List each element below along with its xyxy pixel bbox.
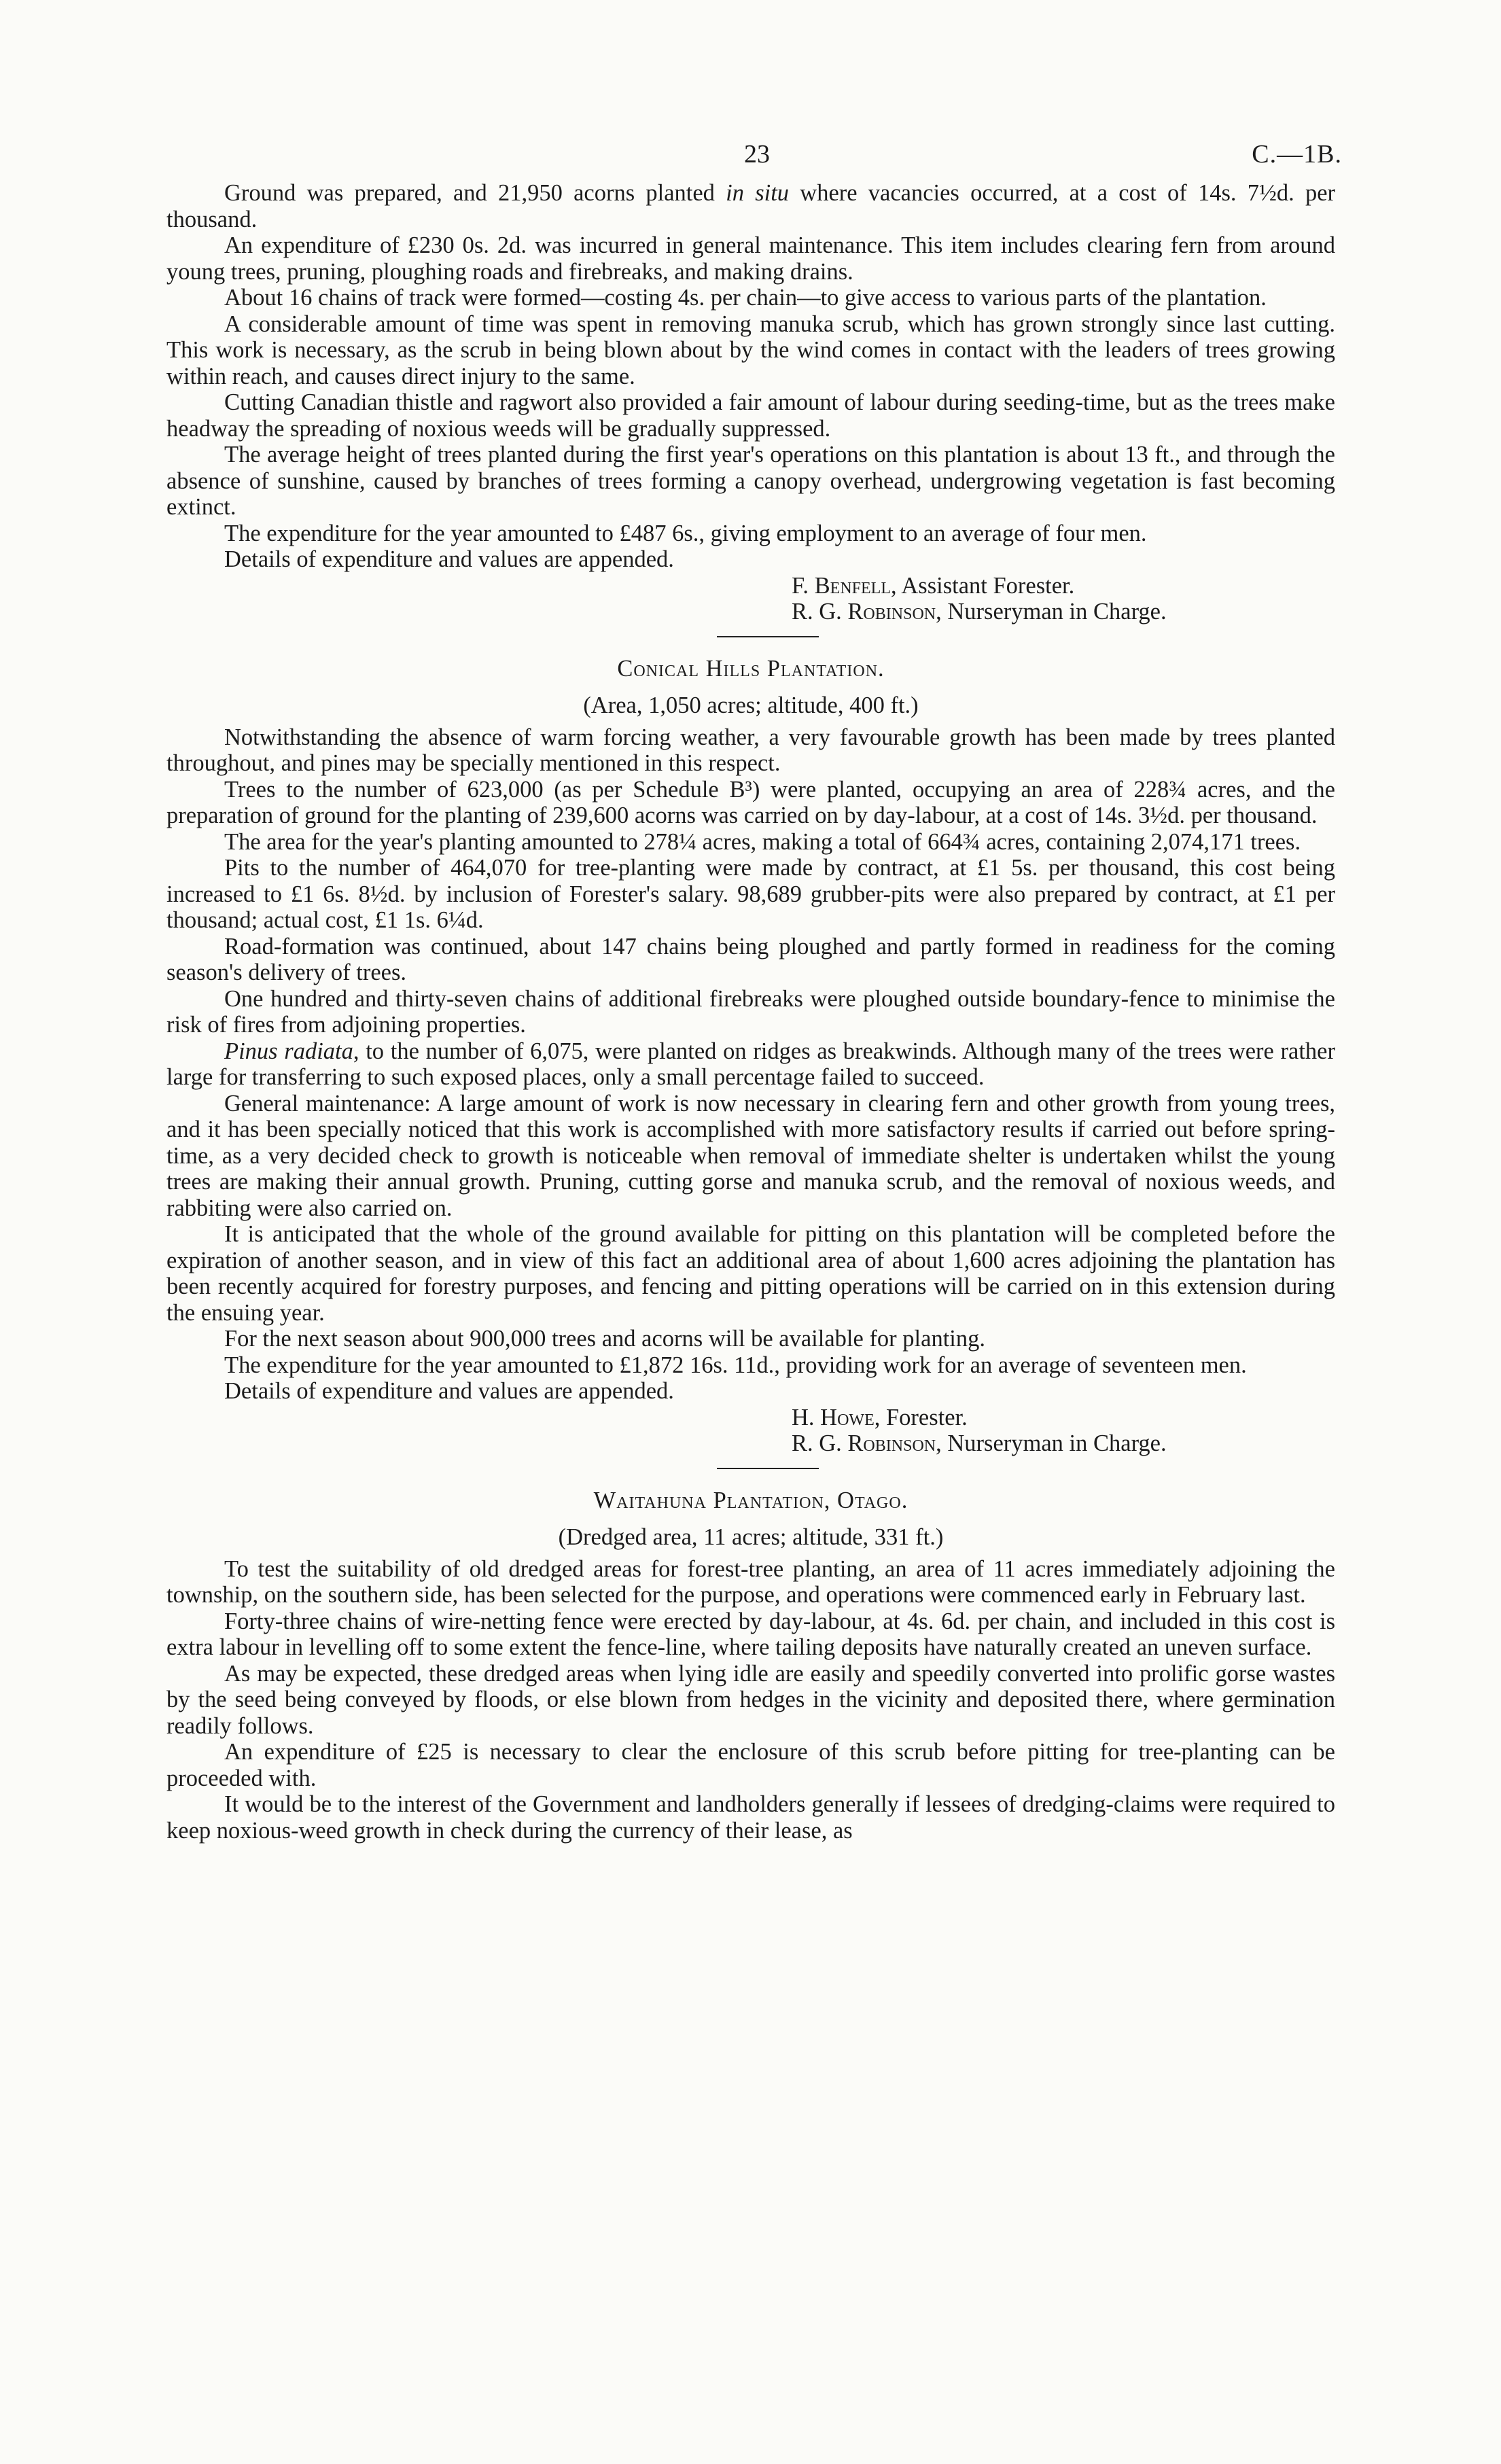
paragraph: Ground was prepared, and 21,950 acorns planted in situ where vacancies occurred, at a cost of 14s. 7½d. per thousand. <box>166 180 1336 232</box>
signatory-name: R. G. Robinson <box>792 1430 936 1456</box>
paragraph: Details of expenditure and values are appended. <box>224 1378 674 1404</box>
signature-block <box>792 1405 1335 1457</box>
page-header <box>166 139 1342 180</box>
paragraph: Trees to the number of 623,000 (as per Schedule B³) were planted, occupying an area of 228¾ acres, and the preparation of ground for the planting of 239,600 acorns was carried on by day-labour, at a cost of 14s. 3½d. per thousand. <box>166 776 1335 828</box>
paragraph: Forty-three chains of wire-netting fence were erected by day-labour, at 4s. 6d. per chain, and included in this cost is extra labour in levelling off to some extent the fence-line, where tailing deposits have naturally created an uneven surface. <box>166 1608 1335 1660</box>
signatory-role: , Forester. <box>874 1404 968 1430</box>
section-continued-report <box>166 180 1335 625</box>
paragraph: General maintenance: A large amount of work is now necessary in clearing fern and other growth from young trees, and it has been specially noticed that this work is accomplished with more satisfactory results if carried out before spring-time, as a very decided check to growth is noticeable when removal of immediate shelter is undertaken whilst the young trees are making their annual growth. Pruning, cutting gorse and manuka scrub, and the removal of noxious weeds, and rabbiting were also carried on. <box>166 1090 1335 1221</box>
signature-block <box>792 573 1335 625</box>
paragraph: Pits to the number of 464,070 for tree-planting were made by contract, at £1 5s. per thousand, this cost being increased to £1 6s. 8½d. by inclusion of Forester's salary. 98,689 grubber-pits were also prepared by contract, at £1 per thousand; actual cost, £1 1s. 6¼d. <box>166 855 1335 933</box>
page-number: 23 <box>744 140 770 169</box>
paragraph: Notwithstanding the absence of warm forcing weather, a very favourable growth has been made by trees planted throughout, and pines may be specially mentioned in this respect. <box>166 724 1335 776</box>
section-conical-hills <box>166 655 1335 1457</box>
signature-line <box>792 573 1335 599</box>
paragraph: For the next season about 900,000 trees and acorns will be available for planting. <box>224 1326 985 1352</box>
paragraph: As may be expected, these dredged areas when lying idle are easily and speedily converted into prolific gorse wastes by the seed being conveyed by floods, or else blown from hedges in the vicinity and deposited there, where germination readily follows. <box>166 1660 1335 1739</box>
section-waitahuna <box>166 1487 1335 1844</box>
paragraph: To test the suitability of old dredged areas for forest-tree planting, an area of 11 acres immediately adjoining the township, on the southern side, has been selected for the purpose, and operations were commenced early in February last. <box>166 1555 1335 1608</box>
paragraph: The expenditure for the year amounted to £1,872 16s. 11d., providing work for an average of seventeen men. <box>224 1352 1247 1378</box>
signatory-role: , Nurseryman in Charge. <box>936 1430 1167 1456</box>
signature-line <box>792 1405 1335 1431</box>
paragraph: Details of expenditure and values are appended. <box>224 546 674 572</box>
section-subtitle: (Area, 1,050 acres; altitude, 400 ft.) <box>583 692 919 718</box>
paragraph: About 16 chains of track were formed—costing 4s. per chain—to give access to various parts of the plantation. <box>224 285 1267 311</box>
paragraph: The average height of trees planted during the first year's operations on this plantation is about 13 ft., and through the absence of sunshine, caused by branches of trees forming a canopy overhead, undergrowing vegetation is fast becoming extinct. <box>166 442 1335 520</box>
section-title: Conical Hills Plantation. <box>617 655 885 682</box>
document-page <box>166 139 1342 1844</box>
paragraph: An expenditure of £230 0s. 2d. was incurred in general maintenance. This item includes clearing fern from around young trees, pruning, ploughing roads and firebreaks, and making drains. <box>166 232 1335 285</box>
report-reference: C.—1B. <box>1252 140 1342 169</box>
paragraph: Pinus radiata, to the number of 6,075, were planted on ridges as breakwinds. Although many of the trees were rather large for transferring to such exposed places, only a small percentage failed to succeed. <box>166 1038 1335 1090</box>
paragraph: The area for the year's planting amounted to 278¼ acres, making a total of 664¾ acres, containing 2,074,171 trees. <box>224 828 1301 855</box>
signatory-name: F. Benfell <box>792 572 891 599</box>
paragraph: The expenditure for the year amounted to £487 6s., giving employment to an average of four men. <box>224 520 1147 546</box>
paragraph: One hundred and thirty-seven chains of additional firebreaks were ploughed outside boundary-fence to minimise the risk of fires from adjoining properties. <box>166 985 1335 1038</box>
paragraph: Road-formation was continued, about 147 chains being ploughed and partly formed in readiness for the coming season's delivery of trees. <box>166 933 1335 985</box>
section-divider <box>717 1468 819 1469</box>
signature-line <box>792 599 1335 625</box>
signature-line <box>792 1430 1335 1457</box>
signatory-name: H. Howe <box>792 1404 875 1430</box>
signatory-role: , Assistant Forester. <box>891 572 1075 599</box>
paragraph: It is anticipated that the whole of the ground available for pitting on this plantation will be completed before the expiration of another season, and in view of this fact an additional area of about 1,600 acres adjoining the plantation has been recently acquired for forestry purposes, and fencing and pitting operations will be carried on in this extension during the ensuing year. <box>166 1221 1335 1326</box>
paragraph: It would be to the interest of the Government and landholders generally if lessees of dredging-claims were required to keep noxious-weed growth in check during the currency of their lease, as <box>166 1791 1335 1844</box>
section-title: Waitahuna Plantation, Otago. <box>593 1487 908 1513</box>
section-divider <box>717 636 819 637</box>
paragraph: A considerable amount of time was spent in removing manuka scrub, which has grown strongly since last cutting. This work is necessary, as the scrub in being blown about by the wind comes in contact with the leaders of trees growing within reach, and causes direct injury to the same. <box>166 311 1335 389</box>
section-subtitle: (Dredged area, 11 acres; altitude, 331 ft.) <box>558 1524 944 1550</box>
paragraph: An expenditure of £25 is necessary to clear the enclosure of this scrub before pitting for tree-planting can be proceeded with. <box>166 1739 1335 1791</box>
paragraph: Cutting Canadian thistle and ragwort also provided a fair amount of labour during seeding-time, but as the trees make headway the spreading of noxious weeds will be gradually suppressed. <box>166 389 1335 442</box>
signatory-role: , Nurseryman in Charge. <box>936 599 1167 624</box>
signatory-name: R. G. Robinson <box>792 599 936 624</box>
